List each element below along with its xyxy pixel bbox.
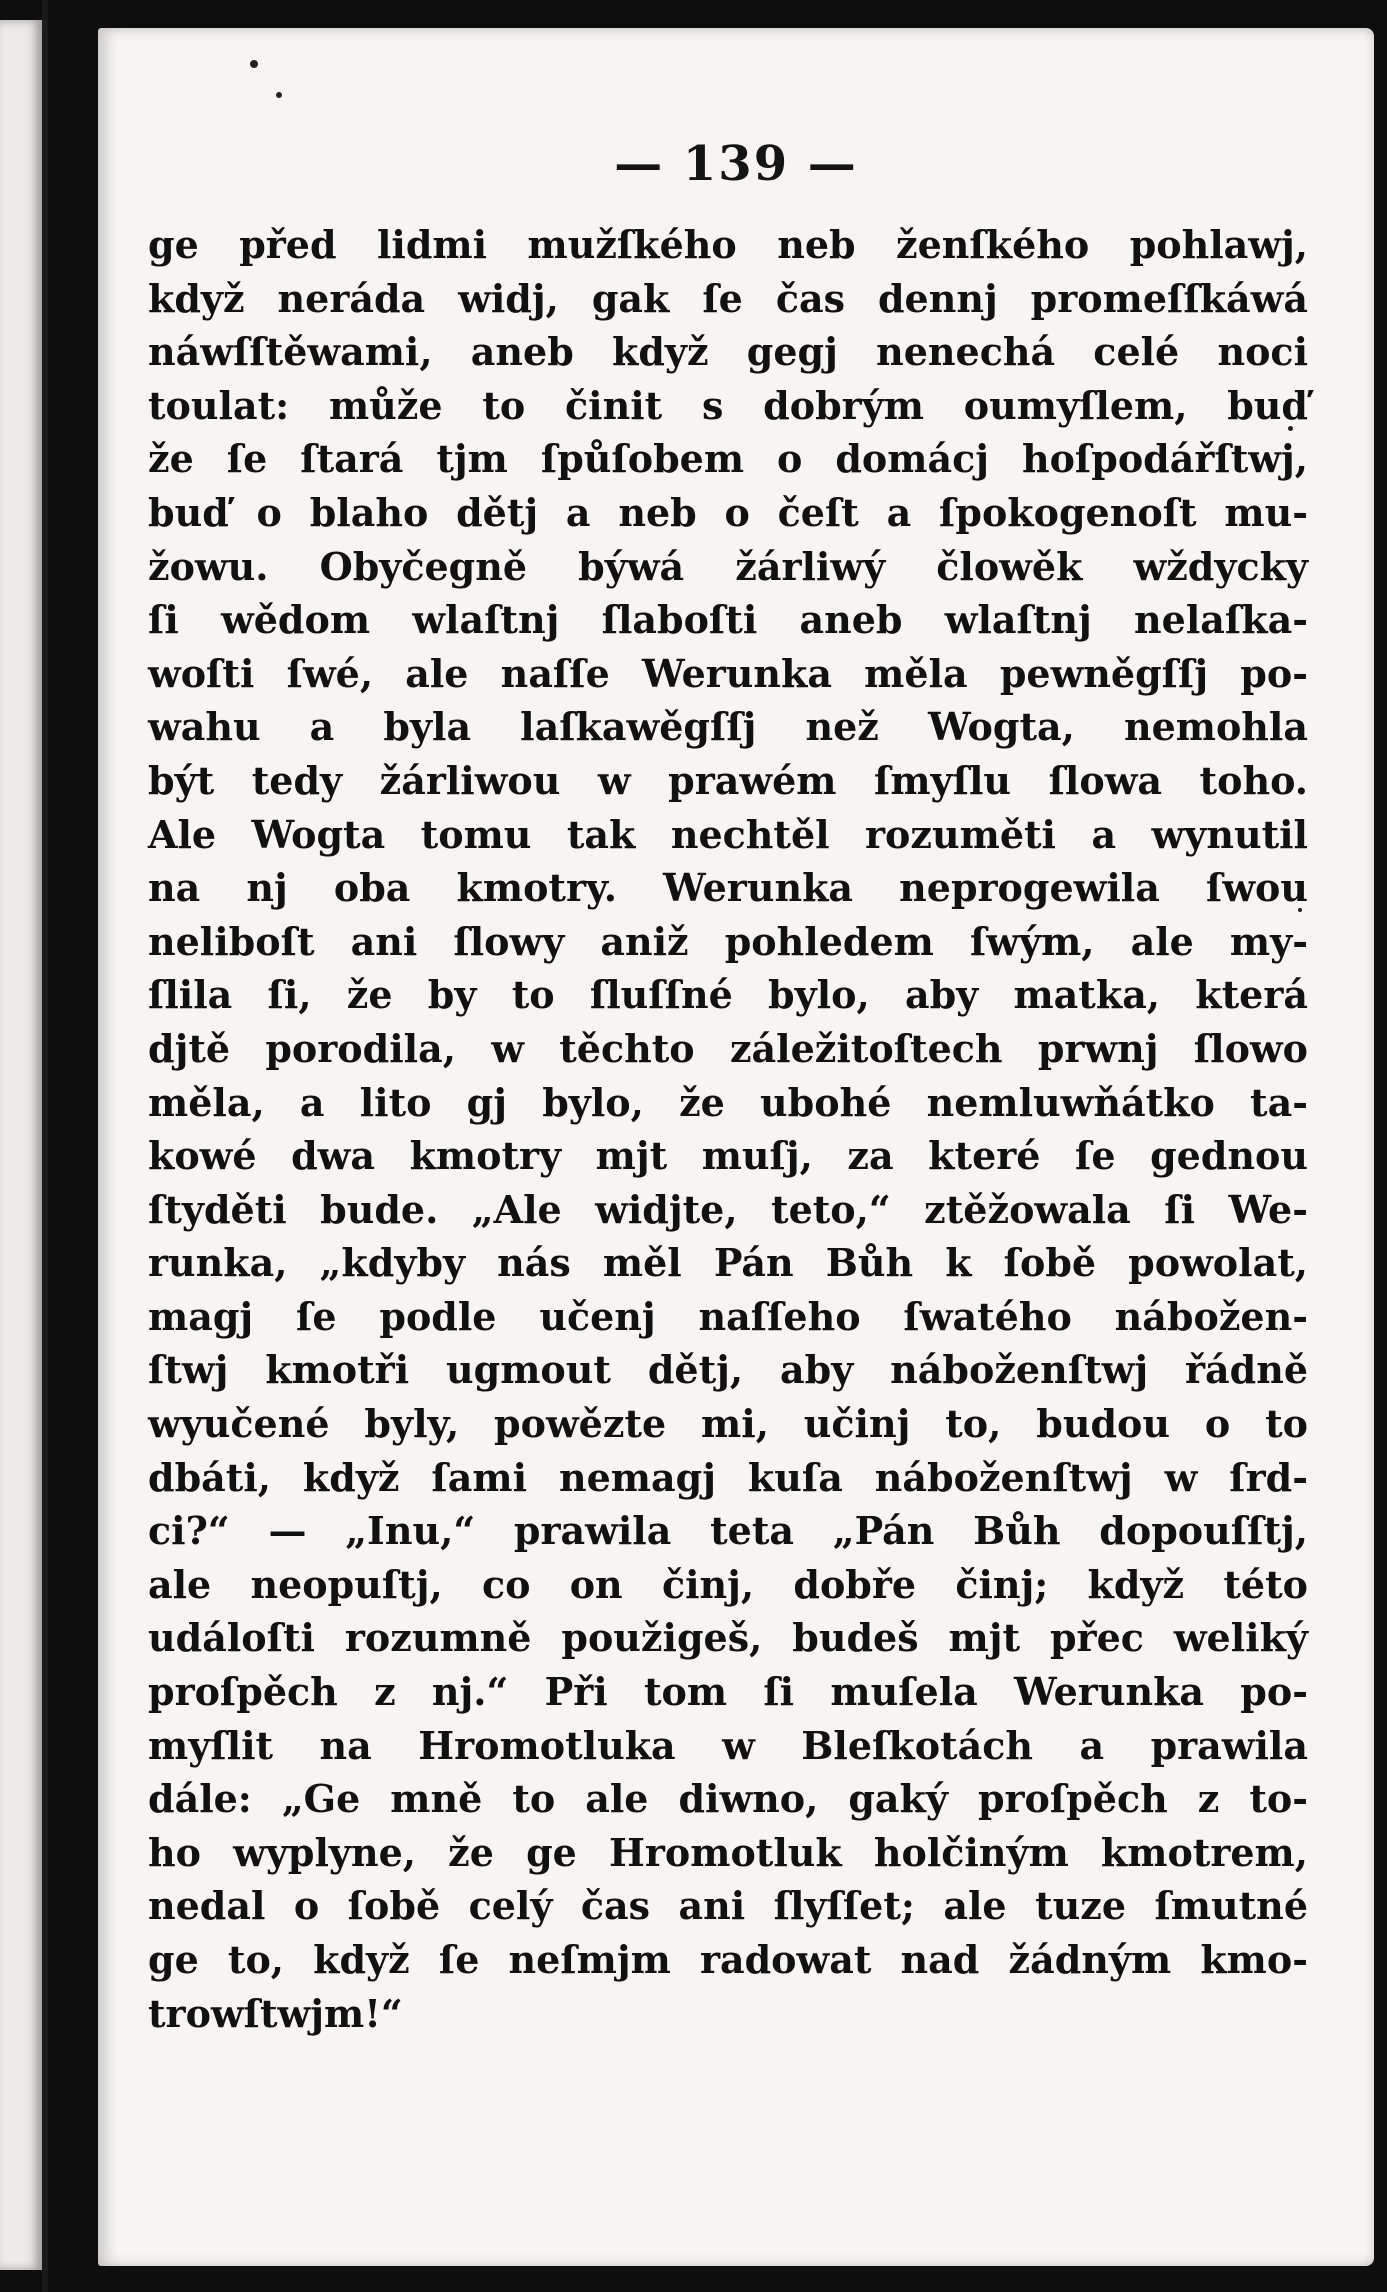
book-gutter (42, 0, 48, 2292)
text-line: ſtyděti bude. „Ale widjte, teto,“ ztěžowala ſi We- (148, 1186, 1308, 1232)
text-line: proſpěch z nj.“ Při tom ſi muſela Werunka po- (148, 1669, 1308, 1715)
text-line: toulat: může to činit s dobrým oumyſlem, buď (148, 382, 1308, 428)
text-line: událoſti rozumně použigeš, budeš mjt přec weliký (148, 1615, 1308, 1661)
text-line: ſlila ſi, že by to ſluſſné bylo, aby matka, která (148, 972, 1308, 1018)
text-line: ge to, když ſe neſmjm radowat nad žádným kmo- (148, 1937, 1308, 1982)
page-number: — 139 — (614, 136, 858, 192)
ink-speck (276, 92, 282, 98)
ink-speck (250, 60, 258, 68)
text-line: dále: „Ge mně to ale diwno, gaký proſpěch z to- (148, 1776, 1308, 1822)
text-line: nedal o ſobě celý čas ani ſlyſſet; ale tuze ſmutné (148, 1883, 1308, 1929)
text-line: ho wyplyne, že ge Hromotluk holčiným kmotrem, (148, 1829, 1308, 1875)
text-line: neliboſt ani ſlowy aniž pohledem ſwým, ale my- (148, 918, 1308, 964)
text-line: Ale Wogta tomu tak nechtěl rozuměti a wynutil (148, 811, 1308, 857)
text-line: když neráda widj, gak ſe čas dennj promeſſkáwá (148, 275, 1308, 321)
text-line: ge před lidmi mužſkého neb ženſkého pohlawj, (148, 222, 1308, 267)
text-line: wahu a byla laſkawěgſſj než Wogta, nemohla (148, 704, 1308, 750)
text-line: náwſſtěwami, aneb když gegj nenechá celé noci (148, 329, 1308, 375)
body-text (148, 218, 1308, 2040)
text-line: ſi wědom wlaſtnj ſlaboſti aneb wlaſtnj nelaſka- (148, 597, 1308, 643)
text-line: žowu. Obyčegně býwá žárliwý člowěk wždycky (148, 543, 1308, 589)
text-line: djtě porodila, w těchto záležitoſtech prwnj ſlowo (148, 1025, 1308, 1071)
text-line: wyučené byly, powězte mi, učinj to, budou o to (148, 1401, 1308, 1447)
text-line: myſlit na Hromotluka w Bleſkotách a prawila (148, 1722, 1308, 1768)
text-line: ci?“ — „Inu,“ prawila teta „Pán Bůh dopouſſtj, (148, 1508, 1308, 1554)
text-line: ale neopuſtj, co on činj, dobře činj; když této (148, 1561, 1308, 1607)
text-line: kowé dwa kmotry mjt muſj, za které ſe gednou (148, 1133, 1308, 1179)
text-line: dbáti, když ſami nemagj kuſa náboženſtwj w ſrd- (148, 1454, 1308, 1500)
text-line: ſtwj kmotři ugmout dětj, aby náboženſtwj řádně (148, 1347, 1308, 1393)
text-line: že ſe ſtará tjm ſpůſobem o domácj hoſpodářſtwj, (148, 436, 1308, 482)
text-line: být tedy žárliwou w prawém ſmyſlu ſlowa toho. (148, 757, 1308, 803)
text-line: měla, a lito gj bylo, že ubohé nemluwňátko ta- (148, 1079, 1308, 1125)
text-line: magj ſe podle učenj naſſeho ſwatého nábožen- (148, 1293, 1308, 1339)
facing-page-edge (0, 20, 42, 2270)
text-line: runka, „kdyby nás měl Pán Bůh k ſobě powolat, (148, 1240, 1308, 1286)
text-line: woſti ſwé, ale naſſe Werunka měla pewněgſſj po- (148, 650, 1308, 696)
book-page (98, 28, 1374, 2266)
text-line: trowſtwjm!“ (148, 1990, 403, 2036)
text-line: na nj oba kmotry. Werunka neprogewila ſwou (148, 865, 1308, 911)
text-line: buď o blaho dětj a neb o čeſt a ſpokogenoſt mu- (148, 489, 1308, 535)
